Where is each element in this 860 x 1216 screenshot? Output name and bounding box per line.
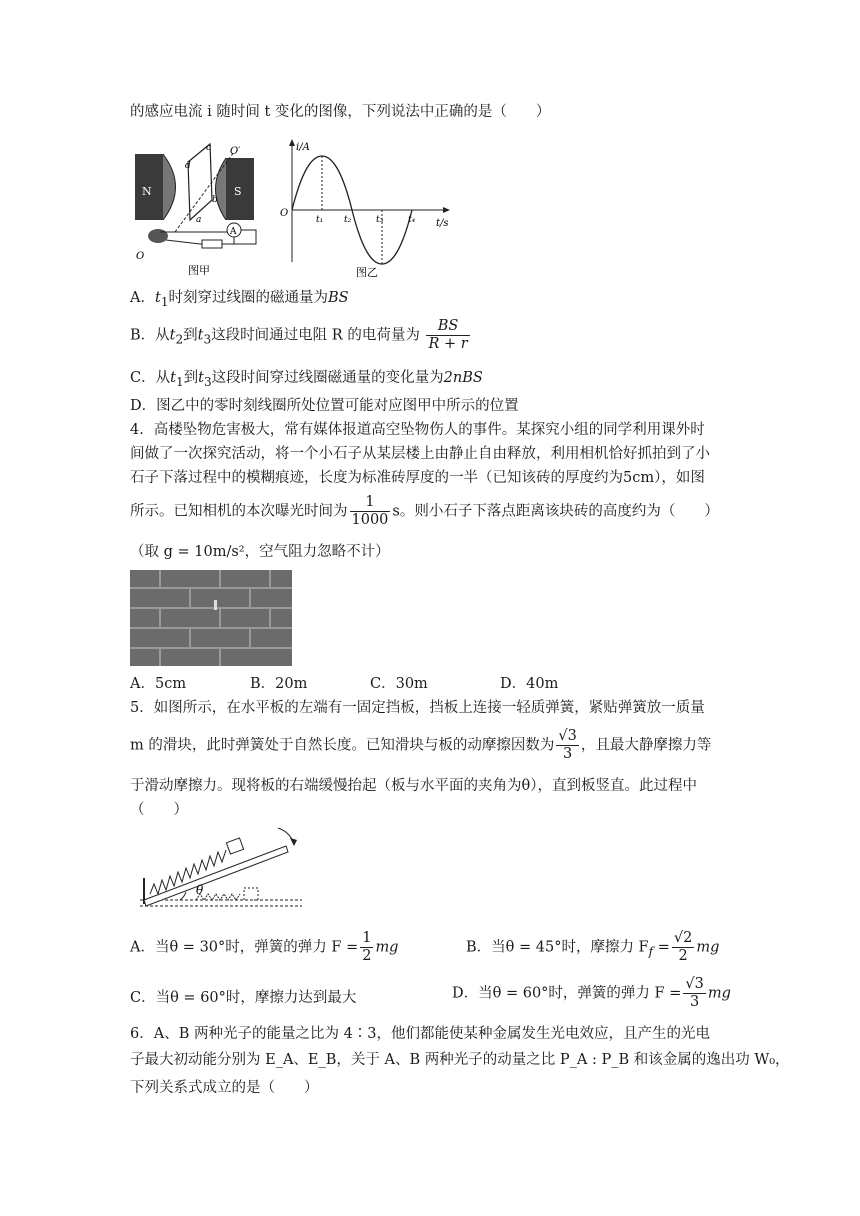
q5-option-b: B．当θ = 45°时，摩擦力 $F_f$ = $\frac{√2}{2}$ mg: [466, 930, 720, 964]
axis-o-prime-label: O′: [230, 146, 241, 157]
q4-option-a: A．5cm: [130, 676, 187, 692]
q6-line-3: 下列关系式成立的是（ ）: [130, 1080, 319, 1096]
fig-jia-caption: 图甲: [188, 264, 210, 277]
q4-line-5: （取 g = 10m/s²，空气阻力忽略不计）: [130, 544, 390, 560]
origin-label: O: [280, 208, 289, 219]
coil-label-a: a: [196, 215, 202, 225]
q4-line-3: 石子下落过程中的模糊痕迹，长度为标准砖厚度的一半（已知该砖的厚度约为5cm），如图: [130, 470, 705, 486]
theta-label: θ: [196, 883, 204, 897]
q6-line-1: 6．A、B 两种光子的能量之比为 4∶3，他们都能使某种金属发生光电效应，且产生的光电: [130, 1026, 711, 1042]
q6-line-2: 子最大初动能分别为 E_A、E_B，关于 A、B 两种光子的动量之比 P_A : P_B 和该金属的逸出功 W₀，: [130, 1052, 790, 1068]
t2-tick-label: t₂: [344, 215, 352, 225]
coil-label-c: c: [206, 143, 212, 153]
q5-line-3: 于滑动摩擦力。现将板的右端缓慢抬起（板与水平面的夹角为θ），直到板竖直。此过程中: [130, 778, 697, 794]
generator-diagram: [130, 140, 270, 280]
t4-tick-label: t₄: [408, 215, 416, 225]
q4-options: [130, 672, 730, 696]
axis-o-label: O: [136, 251, 145, 262]
t1-tick-label: t₁: [316, 215, 324, 225]
q3-option-c: C．从$t_1$到$t_3$这段时间穿过线圈磁通量的变化量为2nBS: [130, 370, 483, 389]
brick-wall-photo: [130, 570, 292, 666]
q4-option-d: D．40m: [500, 676, 559, 692]
q3-option-d: D．图乙中的零时刻线圈所处位置可能对应图甲中所示的位置: [130, 398, 519, 414]
q3-stem: 的感应电流 i 随时间 t 变化的图像，下列说法中正确的是（ ）: [130, 104, 551, 120]
y-axis-label: i/A: [296, 142, 310, 153]
q5-option-c: C．当θ = 60°时，摩擦力达到最大: [130, 990, 357, 1006]
coil-label-b: b: [212, 195, 218, 205]
q5-option-d: D．当θ = 60°时，弹簧的弹力 F = $\frac{√3}{3}$ mg: [452, 976, 731, 1010]
q5-line-1: 5．如图所示，在水平板的左端有一固定挡板，挡板上连接一轻质弹簧，紧贴弹簧放一质量: [130, 700, 705, 716]
q3-option-a: A．$t_1$时刻穿过线圈的磁通量为BS: [130, 290, 349, 309]
coil-label-d: d: [185, 161, 191, 171]
fig-yi-caption: 图乙: [356, 266, 378, 279]
t3-tick-label: t₃: [376, 215, 384, 225]
incline-spring-diagram: [136, 822, 306, 914]
q3-option-b: B．从$t_2$到$t_3$这段时间通过电阻 R 的电荷量为 $\frac{BS}{R + r}$: [130, 318, 468, 352]
q4-option-c: C．30m: [370, 676, 428, 692]
q5-line-2: m 的滑块，此时弹簧处于自然长度。已知滑块与板的动摩擦因数为 $\frac{√3}{3}$ ，且最大静摩擦力等: [130, 728, 712, 762]
q4-option-b: B．20m: [250, 676, 308, 692]
ammeter-label: A: [230, 227, 237, 237]
magnet-s-label: S: [234, 185, 242, 198]
magnet-n-label: N: [142, 185, 152, 198]
current-time-graph: [276, 138, 456, 280]
q4-line-4: 所示。已知相机的本次曝光时间为 $\frac{1}{1000}$ s。则小石子下落点距离该块砖的高度约为（ ）: [130, 494, 719, 528]
q5-line-4: （ ）: [130, 802, 188, 818]
x-axis-label: t/s: [436, 218, 449, 229]
q4-line-1: 4．高楼坠物危害极大，常有媒体报道高空坠物伤人的事件。某探究小组的同学利用课外时: [130, 422, 705, 438]
q5-option-a: A．当θ = 30°时，弹簧的弹力 F = $\frac{1}{2}$ mg: [130, 930, 399, 964]
q4-line-2: 间做了一次探究活动，将一个小石子从某层楼上由静止自由释放，利用相机恰好抓拍到了小: [130, 446, 710, 462]
